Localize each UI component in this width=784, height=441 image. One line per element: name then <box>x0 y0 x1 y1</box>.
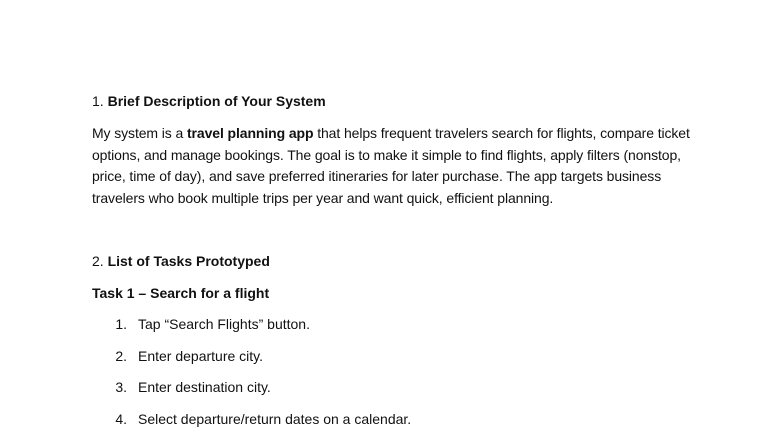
paragraph-text-end: that helps frequent travelers search for flights, compare ticket options, and manage bookings. The goal is to make it simple to find flights, apply filters (nonstop, price, time of day), and save preferred itineraries for later purchase. The app targets business travelers who book multiple trips per year and want quick, efficient planning. <box>92 125 690 206</box>
list-item-text: Enter departure city. <box>138 347 264 364</box>
list-number: 3. <box>115 379 127 395</box>
section-heading-description <box>92 92 692 110</box>
list-item <box>92 347 692 365</box>
list-item-text: Enter destination city. <box>138 379 271 395</box>
section-number: 2. <box>92 253 104 269</box>
section-number: 1. <box>92 93 104 109</box>
section-heading-tasks <box>92 252 692 270</box>
list-number: 2. <box>115 347 127 364</box>
paragraph-bold-text: travel planning app <box>186 125 314 141</box>
document-page <box>92 92 692 441</box>
paragraph-text-start: My system is a <box>92 125 187 141</box>
list-item <box>92 410 692 428</box>
section-title: Brief Description of Your System <box>107 93 326 109</box>
section-title: List of Tasks Prototyped <box>107 253 270 269</box>
list-item <box>92 315 692 333</box>
list-item-text: Select departure/return dates on a calendar. <box>138 410 412 427</box>
task-steps-list <box>92 315 692 428</box>
list-number: 4. <box>115 410 127 427</box>
list-item <box>92 378 692 396</box>
list-number: 1. <box>115 316 127 332</box>
list-item-text: Tap “Search Flights” button. <box>138 316 310 332</box>
task-heading: Task 1 – Search for a flight <box>92 285 270 301</box>
system-description-paragraph <box>92 123 692 209</box>
